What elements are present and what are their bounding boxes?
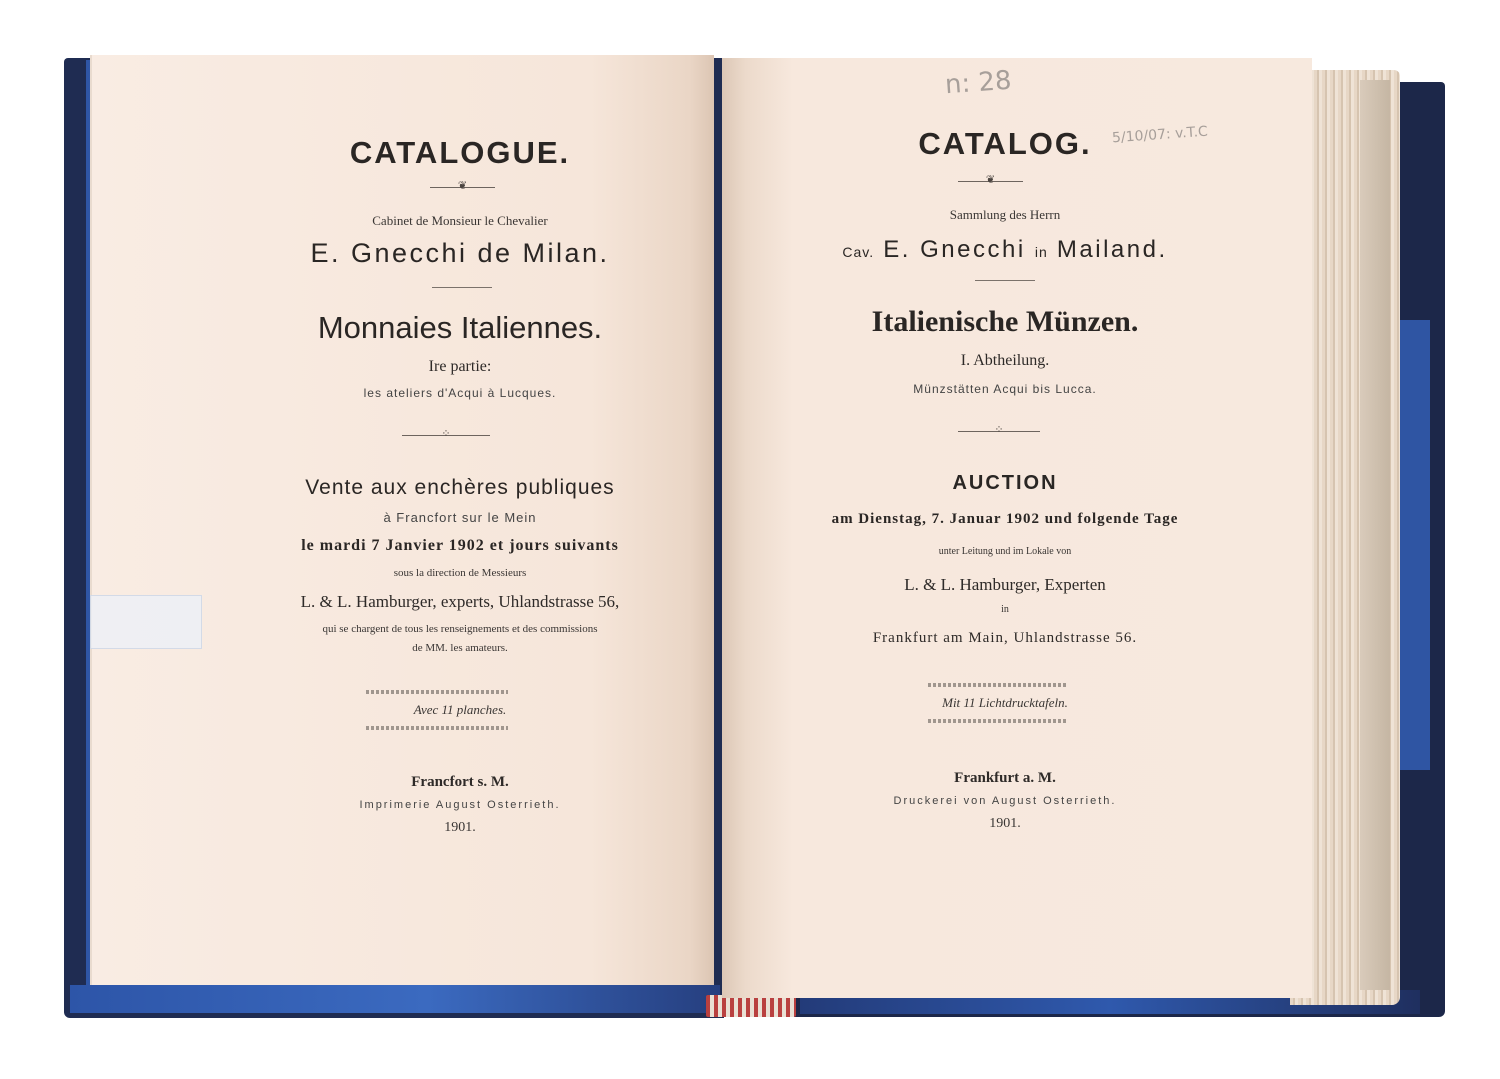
divider: [975, 280, 1035, 281]
spine-headband: [706, 995, 796, 1017]
auction-heading: AUCTION: [952, 472, 1058, 494]
plates-line: Mit 11 Lichtdrucktafeln.: [942, 695, 1068, 710]
year-line: 1901.: [444, 820, 476, 835]
part-prefix: Ire: [428, 358, 447, 375]
plates-line: Avec 11 planches.: [413, 702, 507, 717]
owner-city: Mailand.: [1056, 236, 1168, 263]
ornament: ⁘: [958, 426, 1040, 436]
direction-line: sous la direction de Messieurs: [393, 567, 527, 579]
mints-line: Münzstätten Acqui bis Lucca.: [913, 382, 1097, 396]
wavy-rule: [928, 719, 1068, 723]
page-title: CATALOG.: [918, 126, 1092, 161]
part-line: I. Abtheilung.: [960, 352, 1050, 369]
owner-name: E. Gnecchi: [883, 236, 1026, 263]
city-line: Frankfurt a. M.: [954, 770, 1056, 786]
printer-line: Imprimerie August Osterrieth.: [359, 799, 561, 811]
location-line: Frankfurt am Main, Uhlandstrasse 56.: [872, 630, 1138, 646]
info-line-1: qui se chargent de tous les renseignements et des commissions: [322, 623, 598, 635]
wavy-rule: [366, 690, 508, 694]
page-title: CATALOGUE.: [349, 135, 571, 170]
page-block-shadow: [1360, 80, 1390, 990]
part-label: partie:: [450, 358, 492, 375]
sale-title: Vente aux enchères publiques: [305, 476, 615, 499]
sale-place: à Francfort sur le Mein: [383, 510, 537, 525]
year-line: 1901.: [989, 816, 1021, 831]
ornament: ⁘: [402, 430, 490, 440]
subject-title: Monnaies Italiennes.: [317, 310, 603, 345]
subject-title: Italienische Münzen.: [871, 305, 1139, 338]
printer-line: Druckerei von August Osterrieth.: [893, 795, 1117, 807]
pencil-note-side: 5/10/07: v.T.C: [1111, 123, 1209, 147]
pencil-note-top: n: 28: [944, 65, 1013, 101]
owner-line: [770, 236, 1240, 264]
part-line: [170, 358, 750, 376]
wavy-rule: [366, 726, 508, 730]
auction-date: am Dienstag, 7. Januar 1902 und folgende Tage: [831, 511, 1179, 527]
city-line: Francfort s. M.: [411, 774, 509, 790]
divider: [432, 287, 492, 288]
left-cover-bottom-edge: [70, 985, 720, 1013]
experts-line: L. & L. Hamburger, Experten: [904, 575, 1106, 594]
cabinet-line: Cabinet de Monsieur le Chevalier: [372, 213, 548, 228]
info-line-2: de MM. les amateurs.: [412, 642, 508, 654]
mints-line: les ateliers d'Acqui à Lucques.: [363, 386, 557, 400]
experts-line: L. & L. Hamburger, experts, Uhlandstrasse 56,: [300, 592, 620, 611]
owner-line: E. Gnecchi de Milan.: [310, 238, 610, 268]
ornament: ❦: [430, 182, 495, 192]
in-line: in: [1001, 604, 1009, 615]
ornament: ❦: [958, 176, 1023, 186]
direction-line: unter Leitung und im Lokale von: [938, 546, 1072, 557]
owner-in: in: [1034, 244, 1048, 260]
owner-prefix: Cav.: [842, 244, 875, 260]
right-page: [722, 58, 1312, 998]
sale-date: le mardi 7 Janvier 1902 et jours suivants: [301, 537, 619, 554]
wavy-rule: [928, 683, 1068, 687]
collection-line: Sammlung des Herrn: [949, 207, 1061, 222]
